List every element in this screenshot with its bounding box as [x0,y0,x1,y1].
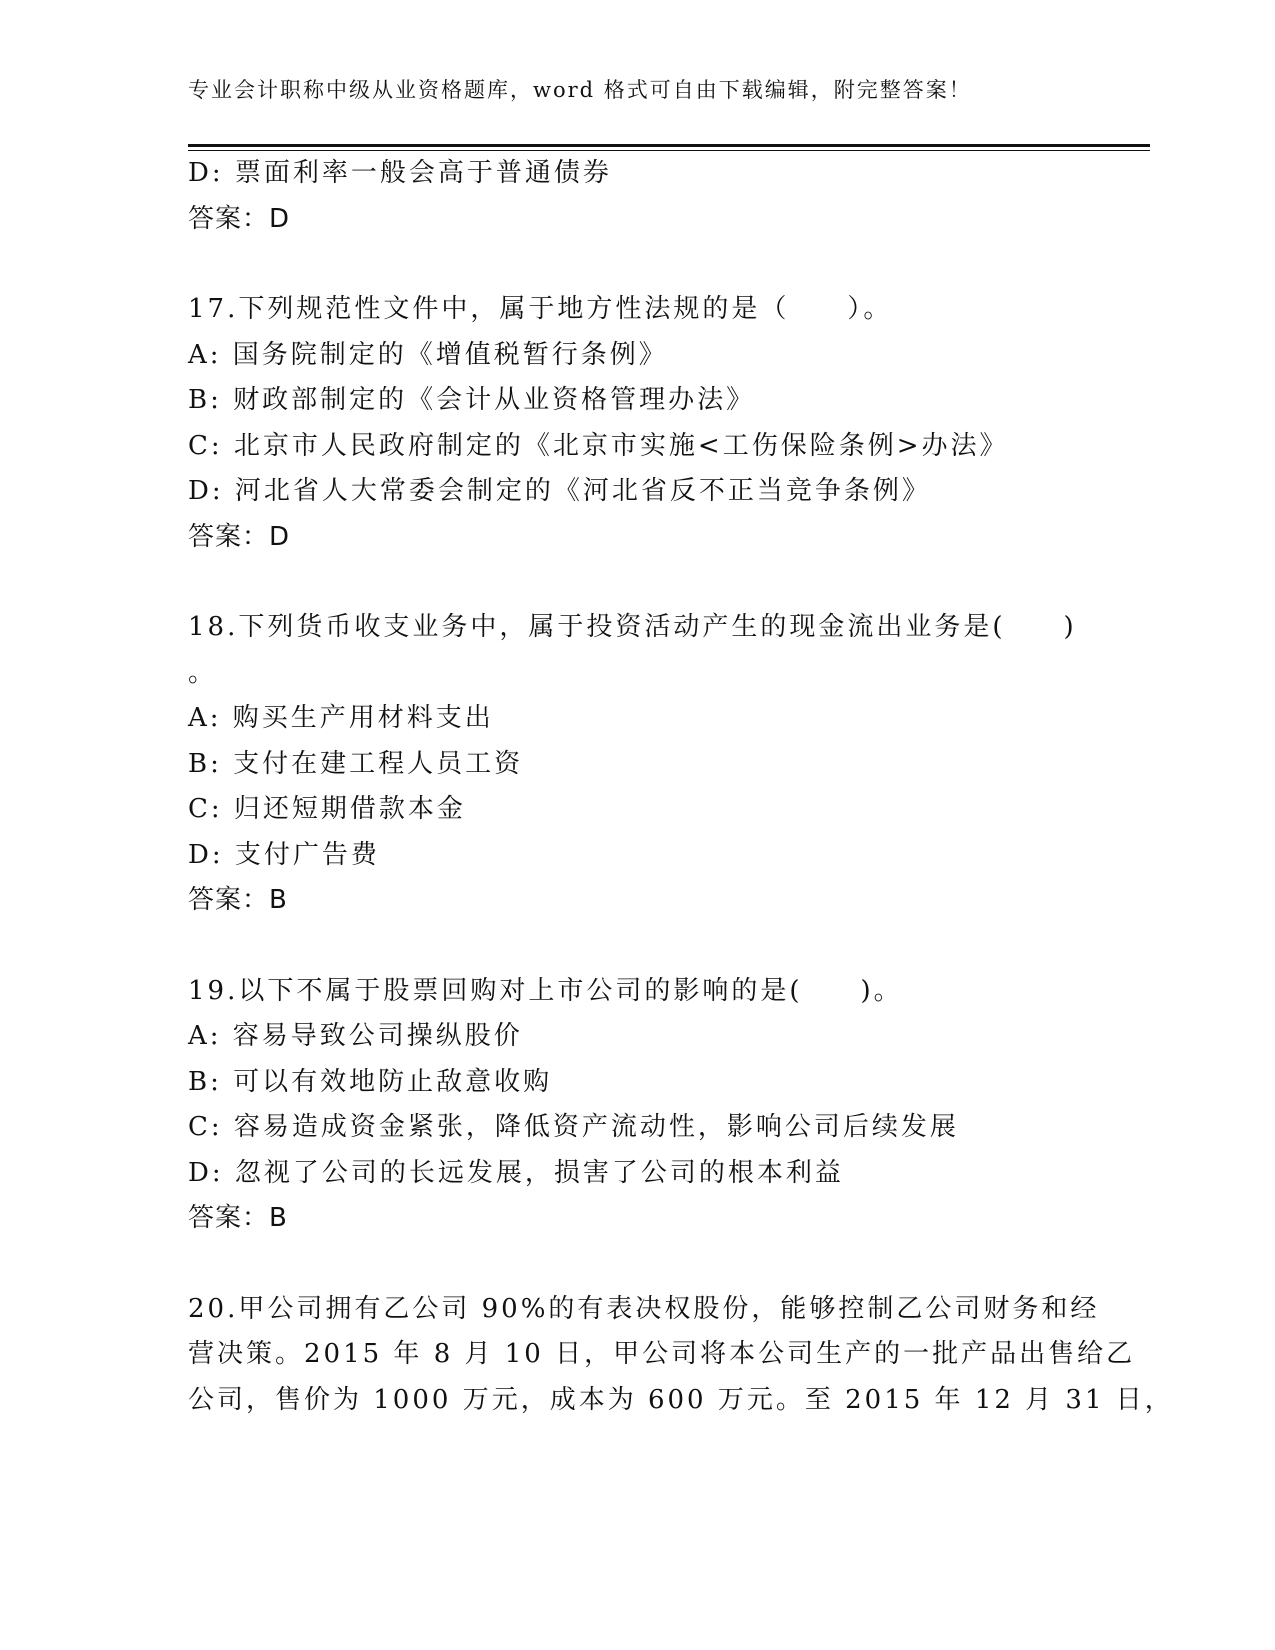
page-header: 专业会计职称中级从业资格题库，word 格式可自由下载编辑，附完整答案！ [188,78,972,102]
question-19 [188,976,1088,1249]
option-a: A: 购买生产用材料支出 [188,703,494,733]
question-16-tail [188,158,1088,249]
question-stem-line-3: 公司，售价为 1000 万元，成本为 600 万元。至 2015 年 12 月 31 日， [188,1384,1174,1415]
option-c: C: 归还短期借款本金 [188,794,466,824]
question-stem-line-1: 20.甲公司拥有乙公司 90%的有表决权股份，能够控制乙公司财务和经 [188,1293,1100,1324]
header-rule-thick [188,144,1150,147]
answer: 答案：B [188,1203,288,1233]
answer: 答案：D [188,203,291,234]
option-b: B: 支付在建工程人员工资 [188,748,524,779]
document-body [188,158,1174,1430]
option-c: C: 北京市人民政府制定的《北京市实施<工伤保险条例>办法》 [188,430,1009,461]
answer: 答案：D [188,521,291,552]
question-stem: 18.下列货币收支业务中，属于投资活动产生的现金流出业务是( ) [188,612,1077,642]
option-b: B: 可以有效地防止敌意收购 [188,1066,553,1097]
question-20 [188,1293,1174,1431]
question-18 [188,612,1088,931]
question-stem: 19.以下不属于股票回购对上市公司的影响的是( )。 [188,975,903,1006]
question-stem: 17.下列规范性文件中，属于地方性法规的是（ ）。 [188,294,893,324]
option-b: B: 财政部制定的《会计从业资格管理办法》 [188,385,756,415]
answer: 答案：B [188,885,288,915]
option-d: D: 忽视了公司的长远发展，损害了公司的根本利益 [188,1157,844,1188]
option-a: A: 国务院制定的《增值税暂行条例》 [188,339,668,370]
option-d: D: 支付广告费 [188,839,380,870]
option-c: C: 容易造成资金紧张，降低资产流动性，影响公司后续发展 [188,1112,959,1142]
option-d: D: 票面利率一般会高于普通债券 [188,158,612,188]
option-d: D: 河北省人大常委会制定的《河北省反不正当竞争条例》 [188,476,931,506]
option-a: A: 容易导致公司操纵股价 [188,1021,523,1051]
header-rule-thin [188,150,1150,151]
question-stem-line-2: 营决策。2015 年 8 月 10 日，甲公司将本公司生产的一批产品出售给乙 [188,1339,1136,1369]
question-17 [188,294,1088,567]
question-stem-continued: 。 [188,657,218,688]
